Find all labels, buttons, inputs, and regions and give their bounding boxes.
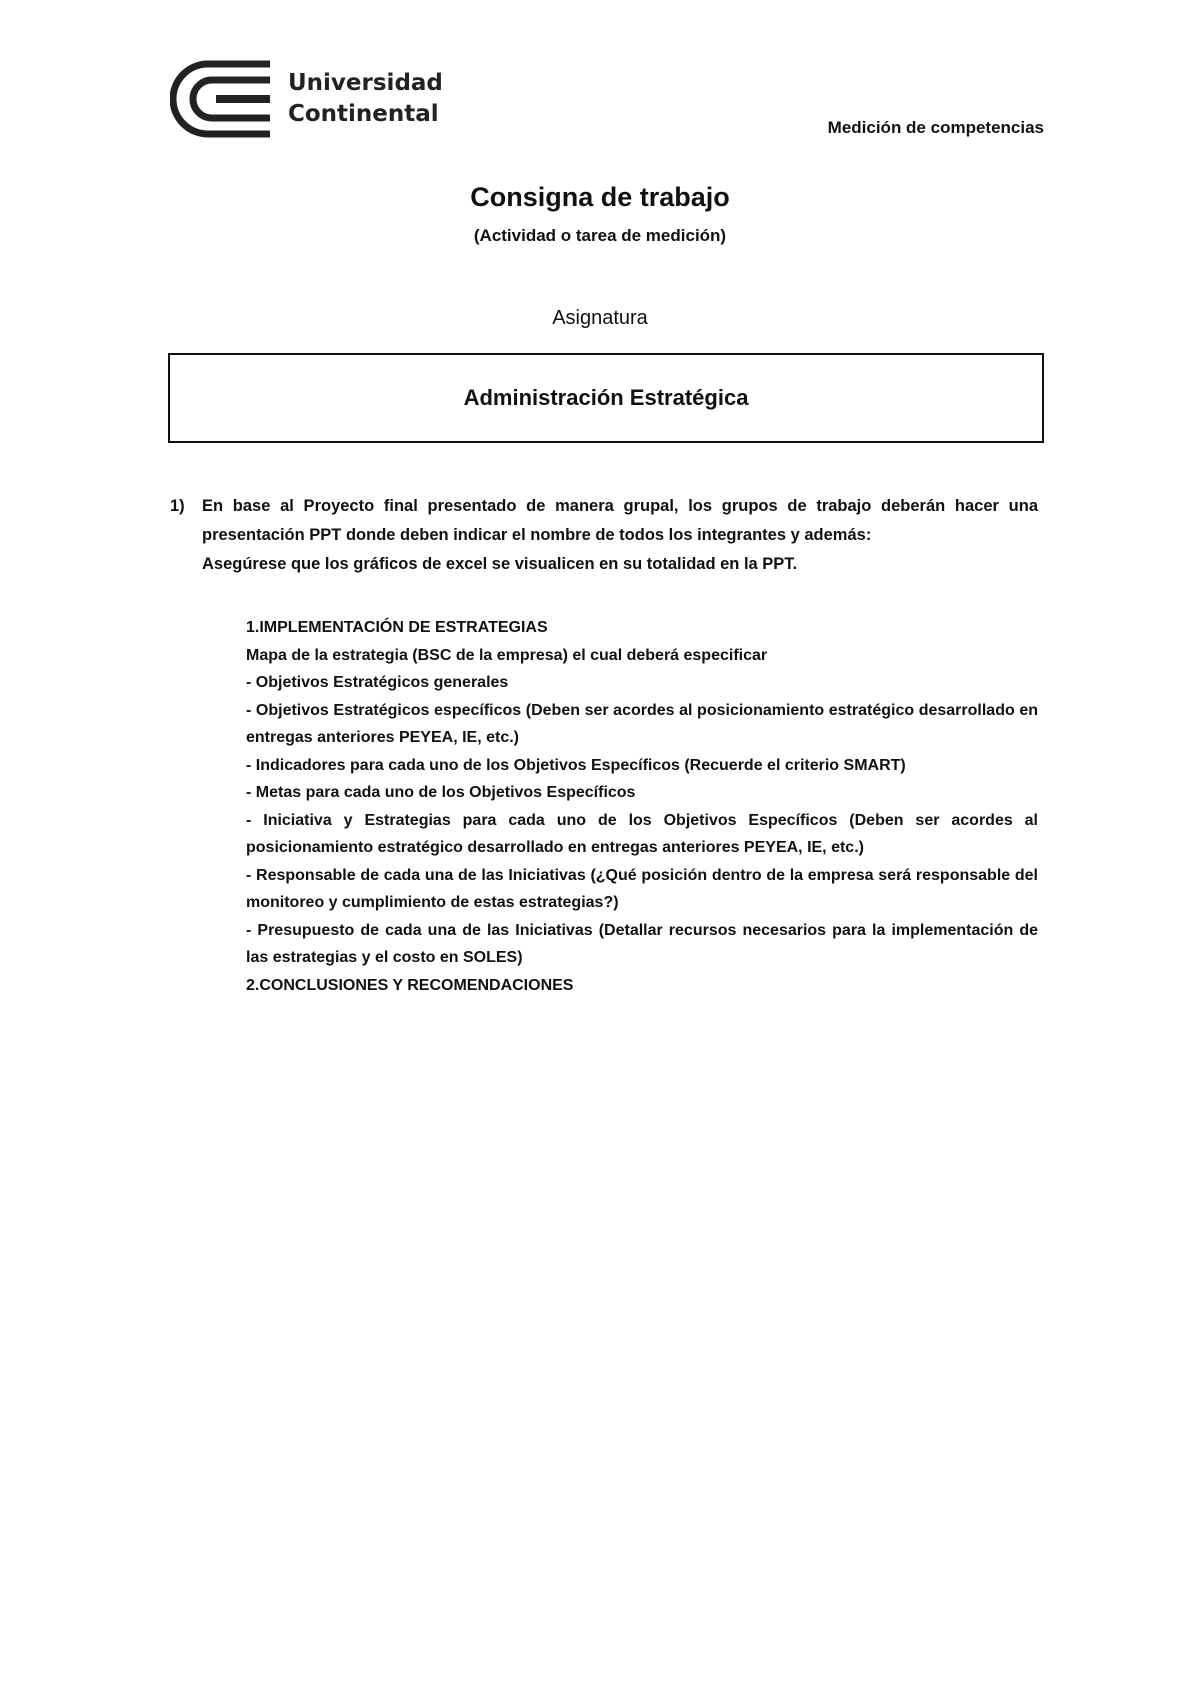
- page-title: Consigna de trabajo: [470, 182, 730, 212]
- page-subtitle: (Actividad o tarea de medición): [473, 226, 727, 245]
- logo-text-line2: Continental: [288, 101, 439, 127]
- course-name-box: [168, 353, 1044, 443]
- instruction-text: En base al Proyecto final presentado de manera grupal, los grupos de trabajo deberán hacer una presentación PPT donde deben indicar el nombre de todos los integrantes y además:: [202, 497, 1038, 544]
- list-item: - Presupuesto de cada una de las Iniciativas (Detallar recursos necesarios para la implementación de las estrategias y el costo en SOLES): [246, 921, 1038, 966]
- list-item: - Objetivos Estratégicos generales: [246, 674, 509, 691]
- university-logo: [170, 60, 450, 140]
- instruction-note: Asegúrese que los gráficos de excel se visualicen en su totalidad en la PPT.: [202, 555, 798, 573]
- section1-heading: 1.IMPLEMENTACIÓN DE ESTRATEGIAS: [246, 619, 548, 636]
- section1-intro: Mapa de la estrategia (BSC de la empresa) el cual deberá especificar: [246, 646, 768, 664]
- logo-wordmark: [288, 68, 443, 130]
- list-item: - Iniciativa y Estrategias para cada uno de los Objetivos Específicos (Deben ser acordes al posicionamiento estratégico desarrollado en entregas anteriores PEYEA, IE, etc.): [246, 811, 1038, 856]
- list-item: - Responsable de cada una de las Iniciativas (¿Qué posición dentro de la empresa será responsable del monitoreo y cumplimiento de estas estrategias?): [246, 866, 1038, 911]
- instruction-number: 1): [170, 497, 185, 515]
- logo-text-line1: Universidad: [288, 70, 443, 96]
- list-item: - Indicadores para cada uno de los Objetivos Específicos (Recuerde el criterio SMART): [246, 756, 906, 774]
- course-name: Administración Estratégica: [463, 385, 749, 410]
- section-implementation: [246, 614, 1038, 999]
- logo-mark-icon: [170, 60, 276, 138]
- list-item: - Metas para cada uno de los Objetivos Específicos: [246, 784, 636, 801]
- instruction-item: [170, 492, 1038, 579]
- section2-heading: 2.CONCLUSIONES Y RECOMENDACIONES: [246, 976, 574, 994]
- document-type-label: Medición de competencias: [827, 118, 1044, 137]
- list-item: - Objetivos Estratégicos específicos (Deben ser acordes al posicionamiento estratégico desarrollado en entregas anteriores PEYEA, IE, etc.): [246, 701, 1038, 746]
- subject-label: Asignatura: [552, 307, 648, 329]
